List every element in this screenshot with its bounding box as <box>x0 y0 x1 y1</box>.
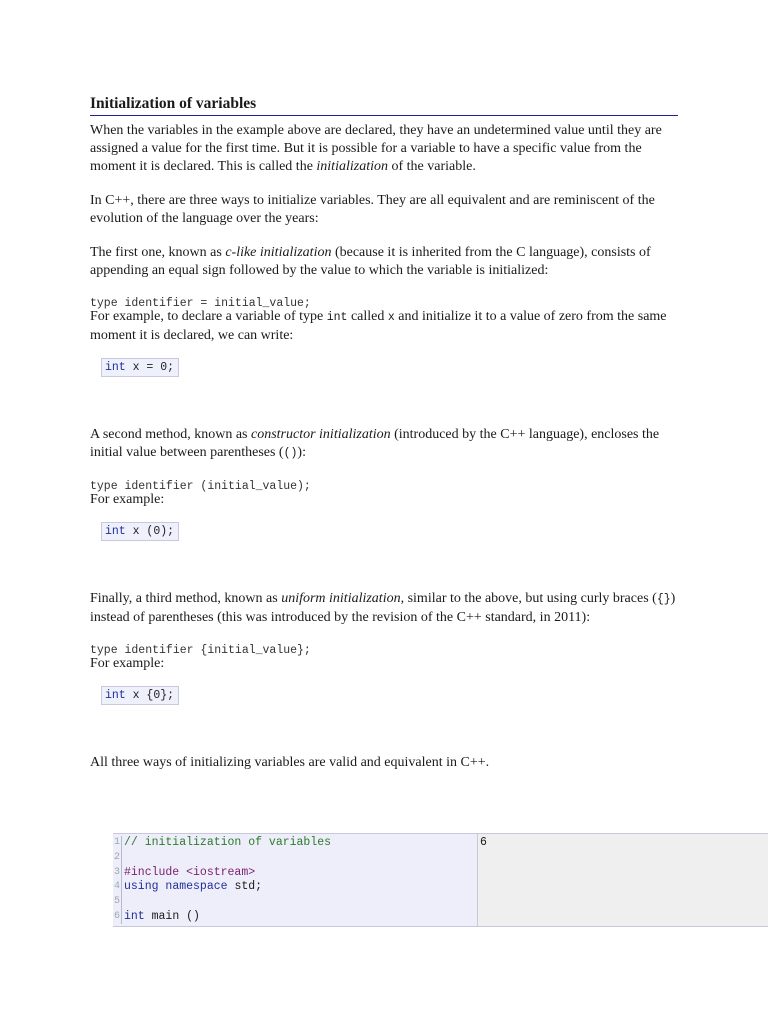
line-number: 5 <box>113 896 120 908</box>
uniform-syntax: type identifier {initial_value}; <box>90 644 311 657</box>
uniform-code-example: int x {0}; <box>101 686 179 705</box>
c-like-example-text: For example, to declare a variable of type int called x and initialize it to a value of zero from the same moment it is declared, we can write: <box>90 309 667 343</box>
constructor-for-example: For example: <box>90 492 165 507</box>
code-line: #include <iostream> <box>124 865 256 879</box>
code-line: int main () <box>124 909 200 923</box>
conclusion-paragraph: All three ways of initializing variables are valid and equivalent in C++. <box>90 755 490 770</box>
c-like-paragraph: The first one, known as c-like initialization (because it is inherited from the C language), consists of appending an equal sign followed by the value to which the variable is initialized: <box>90 245 651 278</box>
intro-paragraph: When the variables in the example above are declared, they have an undetermined value until they are assigned a value for the first time. But it is possible for a variable to have a specific value from the moment it is declared. This is called the initialization of the variable. <box>90 123 662 174</box>
code-line <box>124 851 474 866</box>
constructor-code-example: int x (0); <box>101 522 179 541</box>
line-number: 1 <box>113 837 120 848</box>
code-line: using namespace std; <box>124 880 263 894</box>
constructor-syntax: type identifier (initial_value); <box>90 480 311 493</box>
section-heading: Initialization of variables <box>90 94 678 116</box>
line-number: 4 <box>113 881 120 893</box>
uniform-paragraph: Finally, a third method, known as uniform initialization, similar to the above, but using curly braces ({}) instead of parentheses (this was introduced by the revision of the C++ standard, in 2011): <box>90 591 676 625</box>
code-line <box>124 895 474 910</box>
constructor-paragraph: A second method, known as constructor initialization (introduced by the C++ language), encloses the initial value between parentheses (()): <box>90 427 660 460</box>
line-numbers <box>113 836 120 925</box>
code-listing <box>113 833 768 927</box>
output-panel <box>478 834 768 926</box>
code-lines <box>121 836 474 924</box>
line-number: 3 <box>113 866 120 878</box>
output-text: 6 <box>480 836 487 849</box>
line-number: 2 <box>113 851 120 863</box>
code-line: // initialization of variables <box>124 836 332 849</box>
ways-paragraph: In C++, there are three ways to initialize variables. They are all equivalent and are reminiscent of the evolution of the language over the years: <box>90 193 655 226</box>
uniform-for-example: For example: <box>90 656 165 671</box>
code-panel <box>113 834 478 926</box>
line-number: 6 <box>113 910 120 922</box>
c-like-syntax: type identifier = initial_value; <box>90 297 311 310</box>
article-body <box>90 94 678 772</box>
c-like-code-example: int x = 0; <box>101 358 179 377</box>
